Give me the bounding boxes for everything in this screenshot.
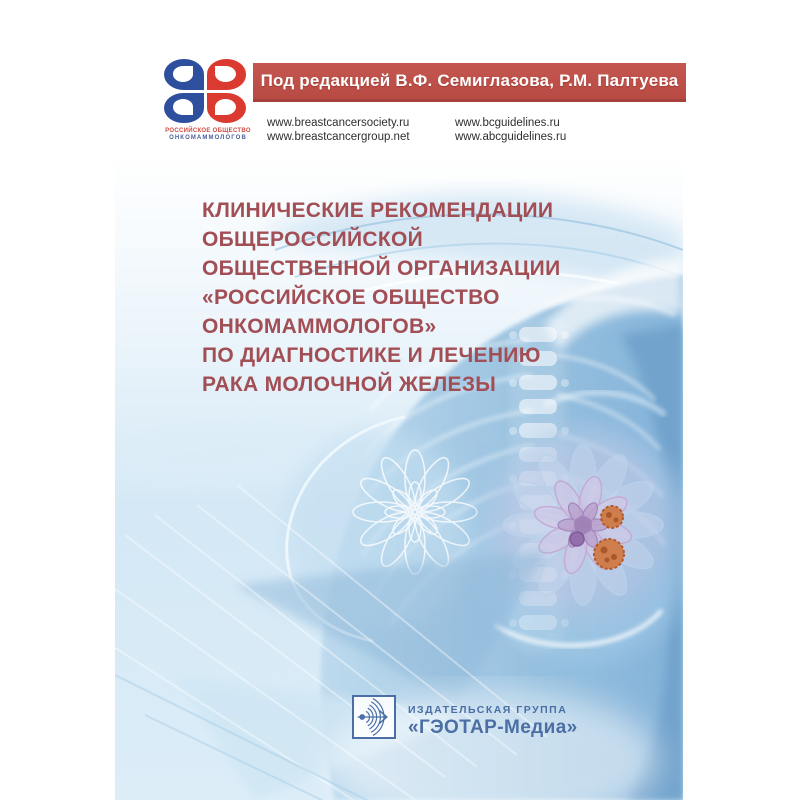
- logo-leaf-icon: [164, 93, 204, 124]
- url: www.abcguidelines.ru: [455, 131, 567, 143]
- publisher-logo: [352, 695, 578, 739]
- title-line: РАКА МОЛОЧНОЙ ЖЕЛЕЗЫ: [202, 373, 497, 396]
- logo-leaf-icon: [164, 59, 204, 90]
- logo-leaf-icon: [207, 93, 247, 124]
- book-title: [202, 196, 642, 399]
- room-logo-icon: [164, 59, 246, 123]
- society-name-line2: ОНКОМАММОЛОГОВ: [169, 135, 247, 141]
- url: www.breastcancersociety.ru: [267, 117, 410, 129]
- title-line: ОНКОМАММОЛОГОВ»: [202, 315, 437, 338]
- publisher-name: [408, 695, 578, 739]
- title-line: ОБЩЕРОССИЙСКОЙ: [202, 228, 424, 251]
- title-line: ПО ДИАГНОСТИКЕ И ЛЕЧЕНИЮ: [202, 344, 541, 367]
- publisher-group-label: ИЗДАТЕЛЬСКАЯ ГРУППА: [408, 704, 568, 716]
- title-line: «РОССИЙСКОЕ ОБЩЕСТВО: [202, 286, 500, 309]
- society-name-line1: РОССИЙСКОЕ ОБЩЕСТВО: [165, 128, 251, 134]
- editors-banner: Под редакцией В.Ф. Семиглазова, Р.М. Палтуева: [253, 63, 686, 102]
- url: www.breastcancergroup.net: [267, 131, 410, 143]
- publisher-brand: «ГЭОТАР-Медиа»: [408, 717, 578, 738]
- website-urls-left: [267, 116, 410, 144]
- logo-leaf-icon: [207, 59, 247, 90]
- society-logo-caption: [164, 128, 252, 142]
- geotar-wave-arrow-icon: [352, 695, 396, 739]
- url: www.bcguidelines.ru: [455, 117, 560, 129]
- website-urls-right: [455, 116, 566, 144]
- title-line: ОБЩЕСТВЕННОЙ ОРГАНИЗАЦИИ: [202, 257, 561, 280]
- society-logo: [164, 59, 251, 142]
- title-line: КЛИНИЧЕСКИЕ РЕКОМЕНДАЦИИ: [202, 199, 554, 222]
